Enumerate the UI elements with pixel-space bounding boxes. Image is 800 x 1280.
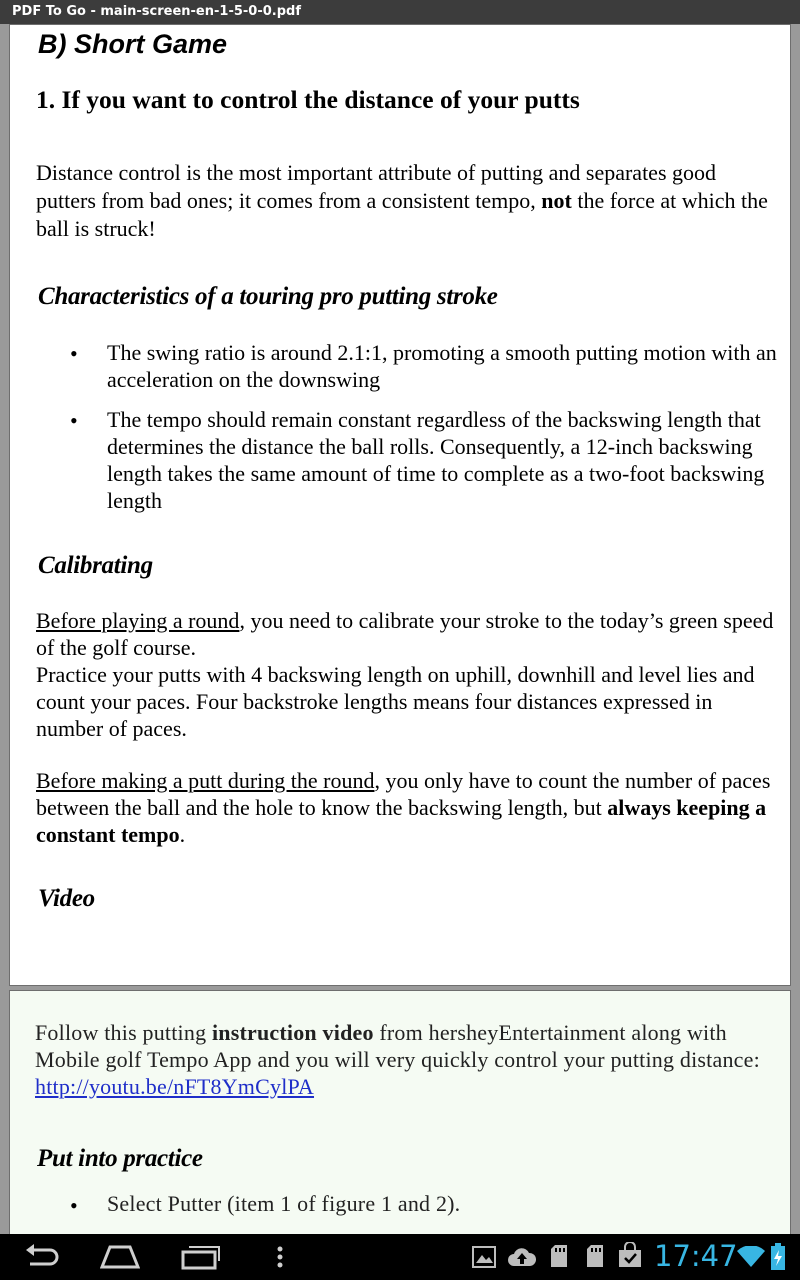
shopping-bag-icon (618, 1242, 642, 1273)
bullet-marker: • (70, 408, 78, 433)
video-paragraph (35, 1019, 775, 1100)
calib-text: , you only have to count the number of paces between the ball and the hole to know the backswing length, but (36, 768, 771, 820)
back-icon[interactable] (22, 1242, 60, 1275)
bullet-marker: • (70, 341, 78, 366)
calib-text-end: . (179, 822, 186, 847)
page-heading: 1. If you want to control the distance of your putts (36, 85, 580, 114)
intro-text-end: the force at which the ball is struck! (36, 188, 768, 241)
window-title: PDF To Go - main-screen-en-1-5-0-0.pdf (12, 4, 301, 19)
wifi-icon (737, 1246, 765, 1273)
calibrating-heading: Calibrating (38, 552, 153, 579)
intro-text: Distance control is the most important attribute of putting and separates good putters from bad ones; it comes from a consistent tempo, (36, 160, 717, 213)
section-title: B) Short Game (38, 29, 228, 59)
pdf-page-1[interactable] (9, 24, 791, 986)
calibrating-paragraph-3 (36, 767, 776, 848)
battery-charging-icon (770, 1243, 786, 1276)
video-text: Follow this putting (35, 1020, 212, 1045)
video-heading: Video (38, 885, 95, 912)
sd-card-icon (550, 1244, 568, 1273)
calib-underlined-text: Before making a putt during the round (36, 768, 375, 793)
video-text-end: from hersheyEntertainment along with Mobile golf Tempo App and you will very quickly control your putting distance: (35, 1020, 760, 1072)
intro-bold: not (541, 188, 572, 213)
gallery-icon (472, 1246, 496, 1273)
calibrating-paragraph-2: Practice your putts with 4 backswing length on uphill, downhill and level lies and count your paces. Four backstroke lengths means four distances expressed in number of paces. (36, 662, 755, 741)
video-bold-text: instruction video (211, 1020, 374, 1045)
practice-heading: Put into practice (37, 1145, 203, 1172)
intro-paragraph (36, 159, 776, 243)
overflow-menu-icon[interactable] (276, 1246, 284, 1273)
bullet-marker: • (70, 1193, 78, 1218)
video-link[interactable]: http://youtu.be/nFT8YmCylPA (35, 1074, 315, 1099)
sd-card-icon (586, 1244, 604, 1273)
cloud-upload-icon (508, 1246, 536, 1273)
window-title-bar (0, 0, 800, 24)
characteristics-heading: Characteristics of a touring pro putting stroke (38, 283, 498, 310)
status-clock: 17:47 (654, 1239, 738, 1273)
bullet-text: The tempo should remain constant regardless of the backswing length that determines the distance the ball rolls. Consequently, a 12-inch backswing length takes the same amount of time to complete as a two-foot backswing length (107, 407, 765, 513)
bullet-text: The swing ratio is around 2.1:1, promoting a smooth putting motion with an acceleration on the downswing (107, 340, 777, 392)
home-icon[interactable] (100, 1244, 140, 1275)
calib-underlined-text: Before playing a round (36, 608, 240, 633)
pdf-page-2[interactable] (9, 990, 791, 1234)
calib-bold-text: always keeping a constant tempo (36, 795, 767, 847)
recent-apps-icon[interactable] (181, 1243, 221, 1276)
calib-text: , you need to calibrate your stroke to the today’s green speed of the golf course. (36, 608, 774, 660)
calibrating-paragraph-1 (36, 607, 776, 661)
bullet-text: Select Putter (item 1 of figure 1 and 2). (107, 1191, 461, 1216)
